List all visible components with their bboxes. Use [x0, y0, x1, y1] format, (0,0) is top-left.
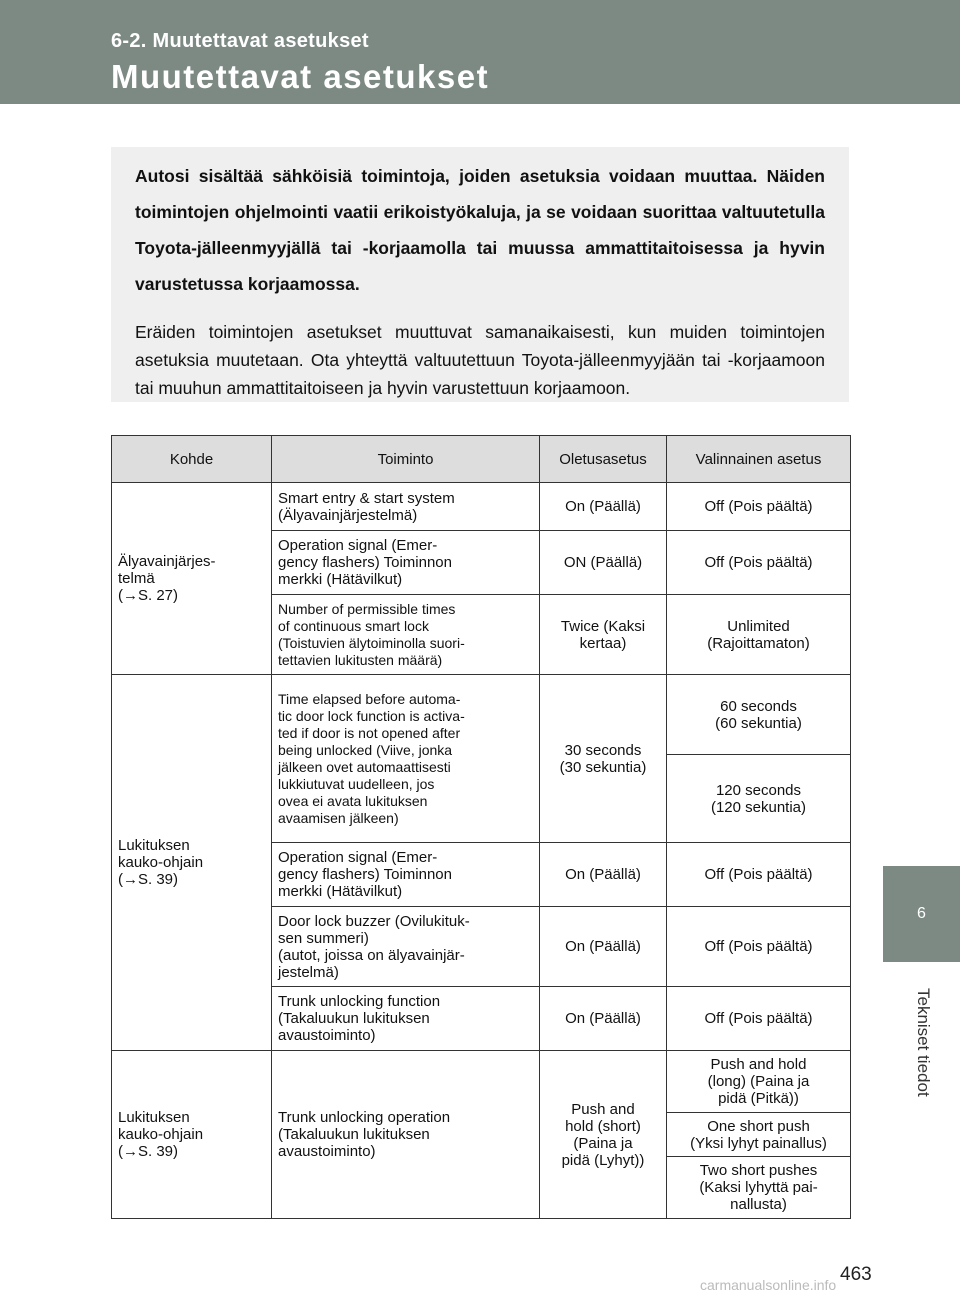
table-row	[112, 1051, 851, 1113]
chapter-title: Tekniset tiedot	[914, 987, 933, 1097]
header-function: Toiminto	[272, 436, 540, 483]
settings-table	[111, 435, 851, 1219]
option-cell	[667, 1051, 851, 1113]
option-text: Off (Pois päältä)	[704, 938, 813, 955]
default-cell	[540, 675, 667, 843]
chapter-tab	[883, 866, 960, 962]
option-cell	[667, 531, 851, 595]
function-cell	[272, 907, 540, 987]
intro-normal-text: Eräiden toimintojen asetukset muuttuvat samanaikaisesti, kun muiden toimintojen asetuksia muutetaan. Ota yhteyttä valtuutettuun Toyota-jälleenmyyjään tai -korjaamoon tai muuhun ammattitaitoiseen ja hyvin varustettuun korjaamoon.	[135, 322, 825, 398]
intro-bold-text: Autosi sisältää sähköisiä toimintoja, joiden asetuksia voidaan muuttaa. Näiden toimintojen ohjelmointi vaatii erikoistyökaluja, ja se voidaan suorittaa valtuutetulla Toyota-jälleenmyyjällä tai -korjaamolla tai muussa ammattitaitoisessa ja hyvin varustetussa korjaamossa.	[135, 166, 825, 294]
function-text: Operation signal (Emer- gency flashers) Toiminnon merkki (Hätävilkut)	[278, 849, 452, 900]
function-text: Door lock buzzer (Ovilukituk- sen summeri) (autot, joissa on älyavainjär- jestelmä)	[278, 912, 470, 981]
table-row	[112, 483, 851, 531]
default-text: On (Päällä)	[565, 938, 641, 955]
option-text: Two short pushes (Kaksi lyhyttä pai- nallusta)	[699, 1162, 818, 1213]
option-cell	[667, 1113, 851, 1157]
default-text: ON (Päällä)	[563, 554, 643, 571]
page-title: Muutettavat asetukset	[111, 58, 490, 95]
option-cell	[667, 1157, 851, 1219]
function-cell	[272, 843, 540, 907]
option-cell	[667, 595, 851, 675]
default-cell	[540, 987, 667, 1051]
option-text: Off (Pois päältä)	[704, 498, 813, 515]
page-header	[0, 0, 960, 104]
chapter-number: 6	[917, 905, 926, 922]
default-cell	[540, 1051, 667, 1219]
header-default: Oletusasetus	[540, 436, 667, 483]
item-text: Lukituksen kauko-ohjain (→S. 39)	[118, 837, 204, 888]
option-text: Off (Pois päältä)	[704, 866, 813, 883]
item-cell	[112, 483, 272, 675]
default-text: 30 seconds (30 sekuntia)	[559, 741, 647, 776]
header-item: Kohde	[112, 436, 272, 483]
function-cell	[272, 531, 540, 595]
function-text: Time elapsed before automa- tic door lock function is activa- ted if door is not opened after being unlocked (Viive, jonka jälkeen ovet automaattisesti lukkiutuvat uudelleen, jos ovea ei avata lukituksen avaamisen jälkeen)	[278, 690, 465, 826]
header-optional: Valinnainen asetus	[667, 436, 851, 483]
item-cell	[112, 675, 272, 1051]
option-text: 60 seconds (60 sekuntia)	[715, 697, 802, 732]
option-text: Unlimited (Rajoittamaton)	[707, 617, 810, 652]
default-text: Twice (Kaksi kertaa)	[560, 617, 646, 652]
function-cell	[272, 987, 540, 1051]
item-cell	[112, 1051, 272, 1219]
function-text: Trunk unlocking operation (Takaluukun lukituksen avaustoiminto)	[278, 1109, 451, 1160]
function-cell	[272, 675, 540, 843]
default-cell	[540, 843, 667, 907]
default-text: On (Päällä)	[565, 1010, 641, 1027]
function-text: Number of permissible times of continuous smart lock (Toistuvien älytoiminolla suori- tettavien lukitusten määrä)	[278, 600, 465, 668]
item-text: Lukituksen kauko-ohjain (→S. 39)	[118, 1109, 204, 1160]
option-cell	[667, 675, 851, 755]
function-cell	[272, 595, 540, 675]
table-row	[112, 675, 851, 755]
option-cell	[667, 907, 851, 987]
option-text: Off (Pois päältä)	[704, 1010, 813, 1027]
page-number: 463	[840, 1264, 872, 1285]
option-text: One short push (Yksi lyhyt painallus)	[690, 1117, 827, 1152]
function-cell	[272, 1051, 540, 1219]
function-cell	[272, 483, 540, 531]
default-cell	[540, 531, 667, 595]
watermark: carmanualsonline.info	[700, 1277, 837, 1293]
option-text: 120 seconds (120 sekuntia)	[710, 781, 807, 816]
item-text: Älyavainjärjes- telmä (→S. 27)	[118, 553, 216, 604]
default-text: On (Päällä)	[565, 866, 641, 883]
default-text: Push and hold (short) (Paina ja pidä (Lyhyt))	[561, 1100, 645, 1169]
section-label: 6-2. Muutettavat asetukset	[111, 30, 369, 52]
table-header-row	[112, 436, 851, 483]
option-cell	[667, 483, 851, 531]
option-cell	[667, 843, 851, 907]
option-text: Off (Pois päältä)	[704, 554, 813, 571]
option-text: Push and hold (long) (Paina ja pidä (Pitkä))	[707, 1056, 810, 1107]
default-cell	[540, 483, 667, 531]
function-text: Operation signal (Emer- gency flashers) Toiminnon merkki (Hätävilkut)	[278, 537, 452, 588]
intro-box	[111, 147, 849, 402]
function-text: Smart entry & start system (Älyavainjärjestelmä)	[278, 489, 455, 524]
option-cell	[667, 987, 851, 1051]
default-cell	[540, 595, 667, 675]
option-cell	[667, 755, 851, 843]
function-text: Trunk unlocking function (Takaluukun lukituksen avaustoiminto)	[278, 993, 441, 1044]
default-text: On (Päällä)	[565, 498, 641, 515]
default-cell	[540, 907, 667, 987]
